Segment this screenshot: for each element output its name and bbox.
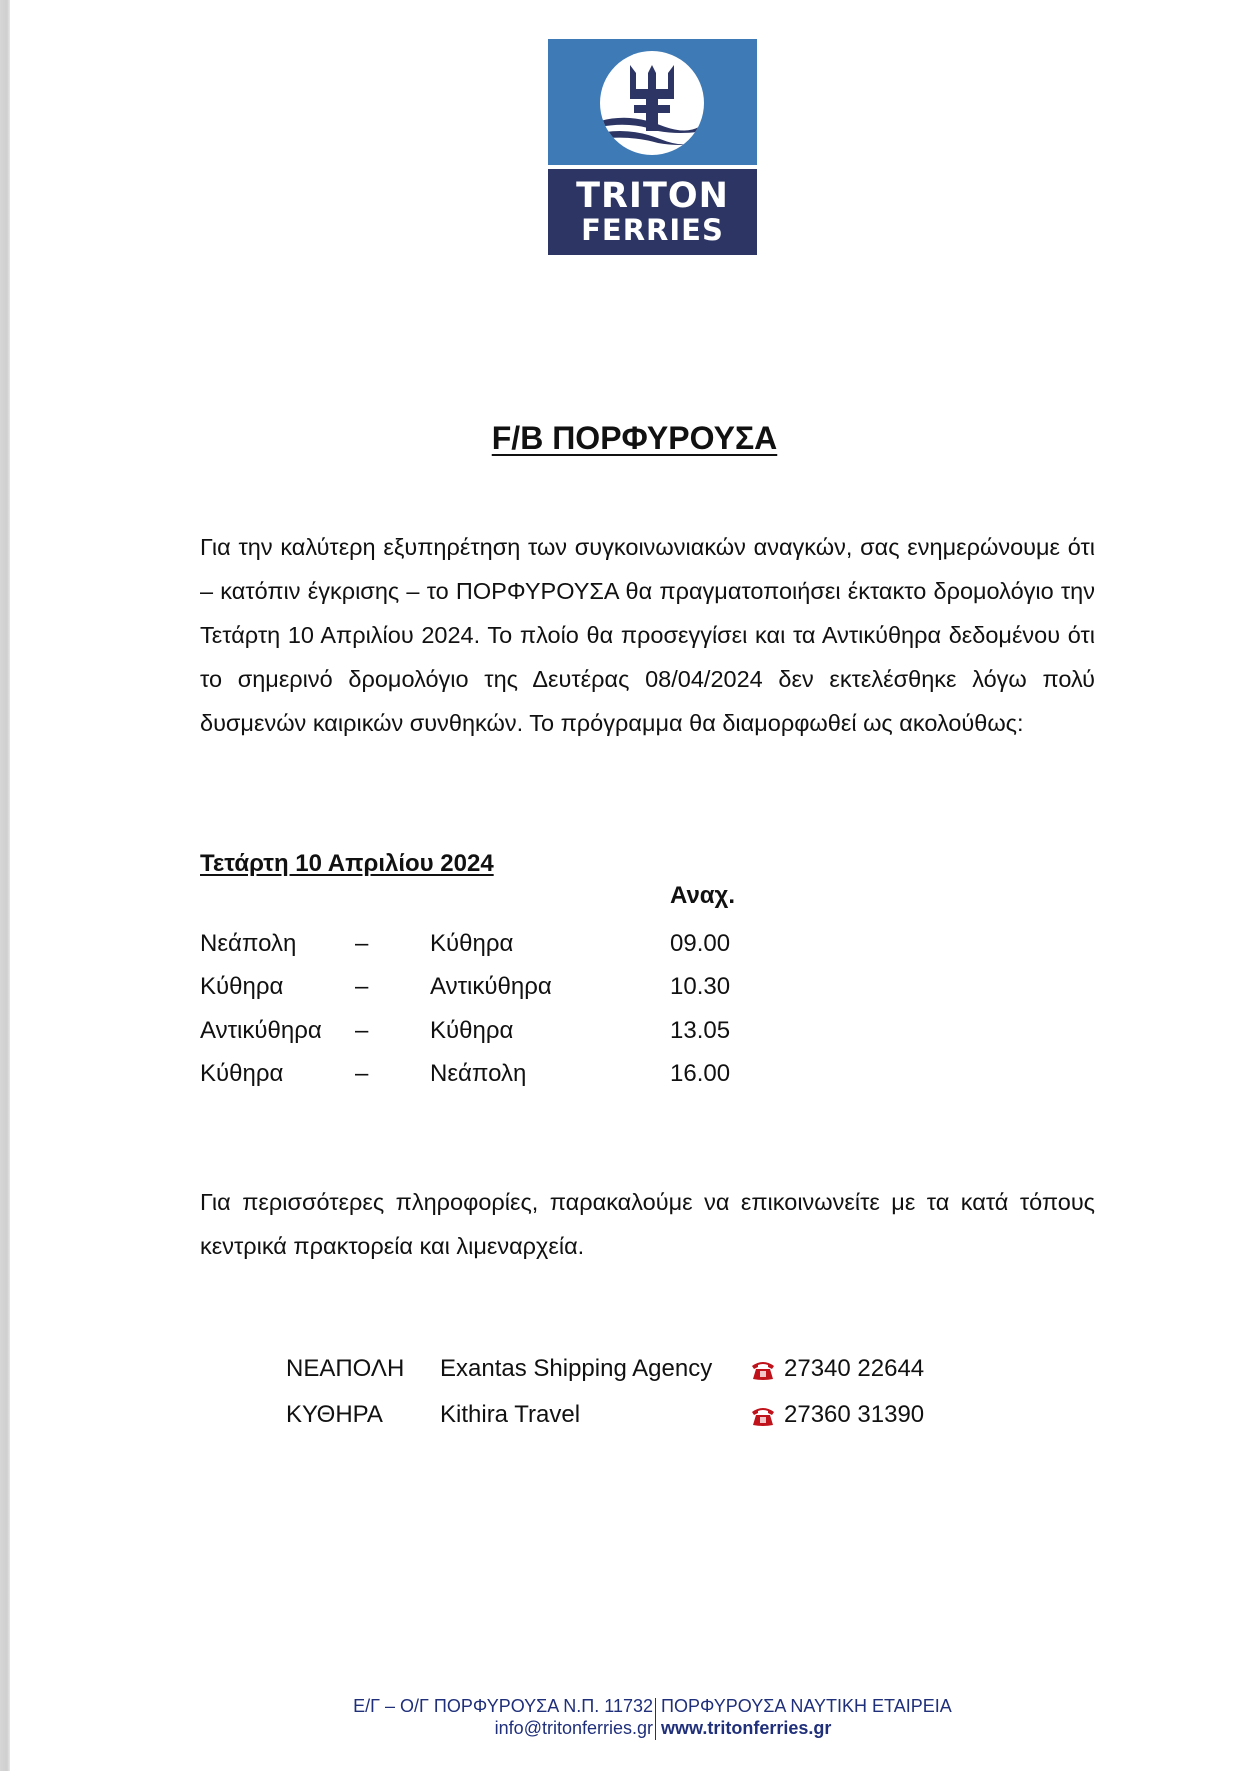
contact-agency: Kithira Travel bbox=[440, 1401, 581, 1428]
contact-phone: 27360 31390 bbox=[784, 1401, 925, 1428]
route-to: Κύθηρα bbox=[430, 1017, 514, 1044]
page-edge-shadow bbox=[0, 0, 10, 1771]
route-from: Αντικύθηρα bbox=[200, 1017, 322, 1044]
departure-time: 13.05 bbox=[670, 1017, 731, 1044]
route-dash: – bbox=[355, 1017, 369, 1044]
schedule-row bbox=[200, 930, 800, 974]
document-title: F/B ΠΟΡΦΥΡΟΥΣΑ bbox=[491, 420, 778, 456]
contact-row bbox=[286, 1401, 986, 1437]
contact-agency: Exantas Shipping Agency bbox=[440, 1355, 713, 1382]
route-from: Κύθηρα bbox=[200, 1060, 284, 1087]
footer-divider bbox=[655, 1698, 656, 1740]
schedule-date: Τετάρτη 10 Απριλίου 2024 bbox=[200, 850, 494, 877]
departure-header: Αναχ. bbox=[670, 882, 736, 909]
info-paragraph: Για περισσότερες πληροφορίες, παρακαλούμε να επικοινωνείτε με τα κατά τόπους κεντρικά πρακτορεία και λιμεναρχεία. bbox=[200, 1189, 1095, 1259]
footer-vessel-registry: Ε/Γ – Ο/Γ ΠΟΡΦΥΡΟΥΣΑ Ν.Π. 11732 bbox=[353, 1696, 653, 1716]
telephone-icon bbox=[750, 1359, 776, 1388]
route-dash: – bbox=[355, 973, 369, 1000]
triton-ferries-logo bbox=[548, 39, 757, 255]
intro-paragraph: Για την καλύτερη εξυπηρέτηση των συγκοινωνιακών αναγκών, σας ενημερώνουμε ότι – κατόπιν έγκρισης – το ΠΟΡΦΥΡΟΥΣΑ θα πραγματοποιήσει έκτακτο δρομολόγιο την Τετάρτη 10 Απριλίου 2024. Το πλοίο θα προσεγγίσει και τα Αντικύθηρα δεδομένου ότι το σημερινό δρομολόγιο της Δευτέρας 08/04/2024 δεν εκτελέσθηκε λόγω πολύ δυσμενών καιρικών συνθηκών. Το πρόγραμμα θα διαμορφωθεί ως ακολούθως: bbox=[200, 534, 1095, 736]
logo-text-triton: TRITON bbox=[576, 176, 729, 216]
logo-text-ferries: FERRIES bbox=[581, 213, 724, 247]
route-to: Αντικύθηρα bbox=[430, 973, 552, 1000]
route-dash: – bbox=[355, 930, 369, 957]
schedule-row bbox=[200, 1017, 800, 1061]
contact-city: ΝΕΑΠΟΛΗ bbox=[286, 1355, 405, 1382]
route-from: Νεάπολη bbox=[200, 930, 297, 957]
route-to: Νεάπολη bbox=[430, 1060, 527, 1087]
departure-time: 16.00 bbox=[670, 1060, 731, 1087]
logo-emblem-panel bbox=[548, 39, 757, 165]
contact-row bbox=[286, 1355, 986, 1391]
trident-wave-icon bbox=[600, 51, 704, 155]
telephone-icon bbox=[750, 1405, 776, 1434]
logo-circle bbox=[600, 51, 704, 155]
contact-city: ΚΥΘΗΡΑ bbox=[286, 1401, 383, 1428]
route-to: Κύθηρα bbox=[430, 930, 514, 957]
footer-email-link[interactable]: info@tritonferries.gr bbox=[494, 1718, 653, 1738]
schedule-row bbox=[200, 1060, 800, 1104]
document-page bbox=[10, 0, 1259, 1771]
route-dash: – bbox=[355, 1060, 369, 1087]
logo-wordmark-panel bbox=[548, 169, 757, 255]
departure-time: 09.00 bbox=[670, 930, 731, 957]
footer-website-link[interactable]: www.tritonferries.gr bbox=[661, 1718, 832, 1738]
departure-time: 10.30 bbox=[670, 973, 731, 1000]
footer-company-name: ΠΟΡΦΥΡΟΥΣΑ ΝΑΥΤΙΚΗ ΕΤΑΙΡΕΙΑ bbox=[661, 1696, 952, 1716]
schedule-row bbox=[200, 973, 800, 1017]
route-from: Κύθηρα bbox=[200, 973, 284, 1000]
contact-phone: 27340 22644 bbox=[784, 1355, 925, 1382]
